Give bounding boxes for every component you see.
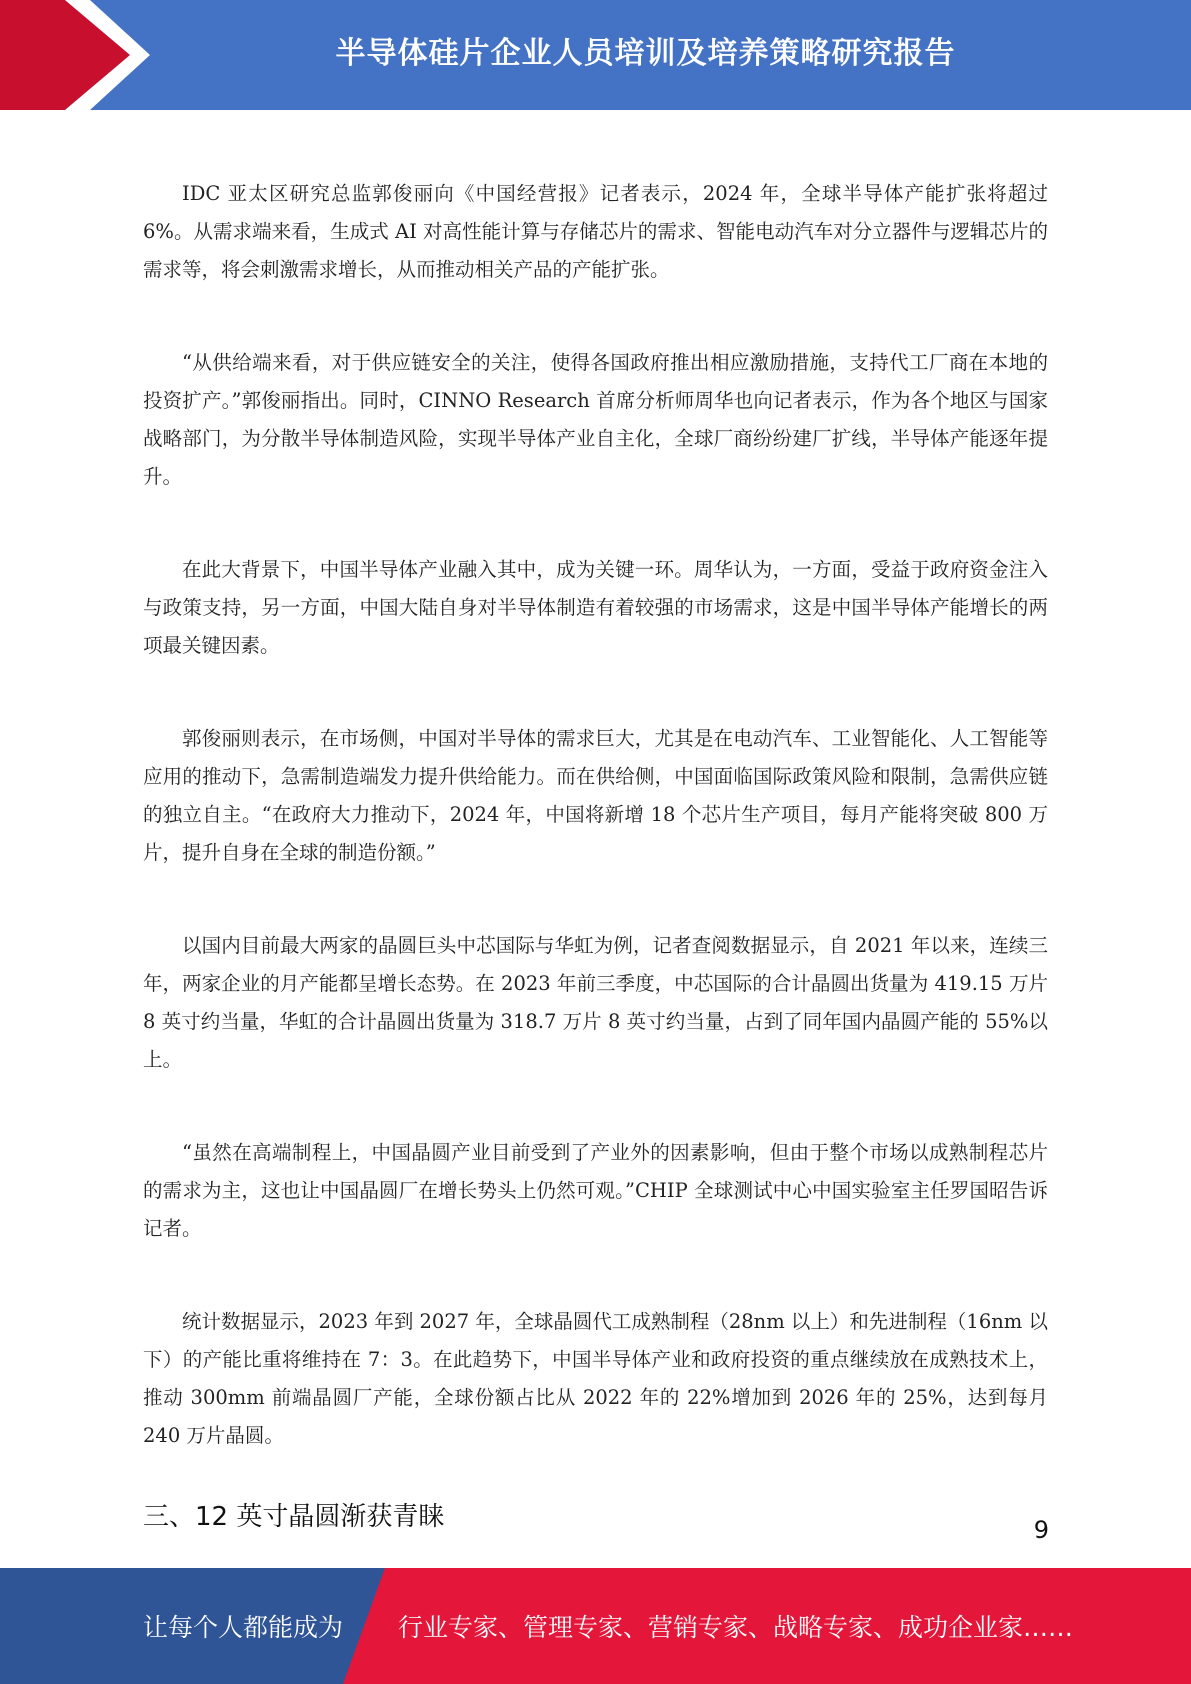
body-paragraph: IDC 亚太区研究总监郭俊丽向《中国经营报》记者表示，2024 年，全球半导体产能扩张将超过 6%。从需求端来看，生成式 AI 对高性能计算与存储芯片的需求、智能电动汽车对分立器件与逻辑芯片的需求等，将会刺激需求增长，从而推动相关产品的产能扩张。 bbox=[143, 182, 1048, 281]
body-paragraph: 以国内目前最大两家的晶圆巨头中芯国际与华虹为例，记者查阅数据显示，自 2021 年以来，连续三年，两家企业的月产能都呈增长态势。在 2023 年前三季度，中芯国际的合计晶圆出货量为 419.15 万片 8 英寸约当量，华虹的合计晶圆出货量为 318.7 万片 8 英寸约当量，占到了同年国内晶圆产能的 55%以上。 bbox=[143, 934, 1048, 1071]
body-paragraph: “从供给端来看，对于供应链安全的关注，使得各国政府推出相应激励措施，支持代工厂商在本地的投资扩产。”郭俊丽指出。同时，CINNO Research 首席分析师周华也向记者表示，作为各个地区与国家战略部门，为分散半导体制造风险，实现半导体产业自主化，全球厂商纷纷建厂扩线，半导体产能逐年提升。 bbox=[143, 351, 1048, 488]
page-content bbox=[143, 175, 1048, 1666]
header-arrow-decoration bbox=[0, 0, 150, 110]
body-paragraph: 在此大背景下，中国半导体产业融入其中，成为关键一环。周华认为，一方面，受益于政府资金注入与政策支持，另一方面，中国大陆自身对半导体制造有着较强的市场需求，这是中国半导体产能增长的两项最关键因素。 bbox=[143, 558, 1048, 657]
report-title: 半导体硅片企业人员培训及培养策略研究报告 bbox=[335, 36, 956, 71]
body-paragraph: 统计数据显示，2023 年到 2027 年，全球晶圆代工成熟制程（28nm 以上）和先进制程（16nm 以下）的产能比重将维持在 7：3。在此趋势下，中国半导体产业和政府投资的重点继续放在成熟技术上，推动 300mm 前端晶圆厂产能，全球份额占比从 2022 年的 22%增加到 2026 年的 25%，达到每月 240 万片晶圆。 bbox=[143, 1310, 1048, 1447]
page-header bbox=[0, 0, 1191, 110]
page-number: 9 bbox=[1033, 1516, 1049, 1544]
body-paragraph: 郭俊丽则表示，在市场侧，中国对半导体的需求巨大，尤其是在电动汽车、工业智能化、人工智能等应用的推动下，急需制造端发力提升供给能力。而在供给侧，中国面临国际政策风险和限制，急需供应链的独立自主。“在政府大力推动下，2024 年，中国将新增 18 个芯片生产项目，每月产能将突破 800 万片，提升自身在全球的制造份额。” bbox=[143, 727, 1048, 864]
section-heading: 三、12 英寸晶圆渐获青睐 bbox=[143, 1502, 445, 1532]
page-footer bbox=[0, 1568, 1191, 1684]
body-paragraph: “虽然在高端制程上，中国晶圆产业目前受到了产业外的因素影响，但由于整个市场以成熟制程芯片的需求为主，这也让中国晶圆厂在增长势头上仍然可观。”CHIP 全球测试中心中国实验室主任罗国昭告诉记者。 bbox=[143, 1141, 1048, 1240]
footer-slogan-right: 行业专家、管理专家、营销专家、战略专家、成功企业家…… bbox=[398, 1613, 1074, 1642]
footer-slogan-left: 让每个人都能成为 bbox=[143, 1613, 344, 1642]
